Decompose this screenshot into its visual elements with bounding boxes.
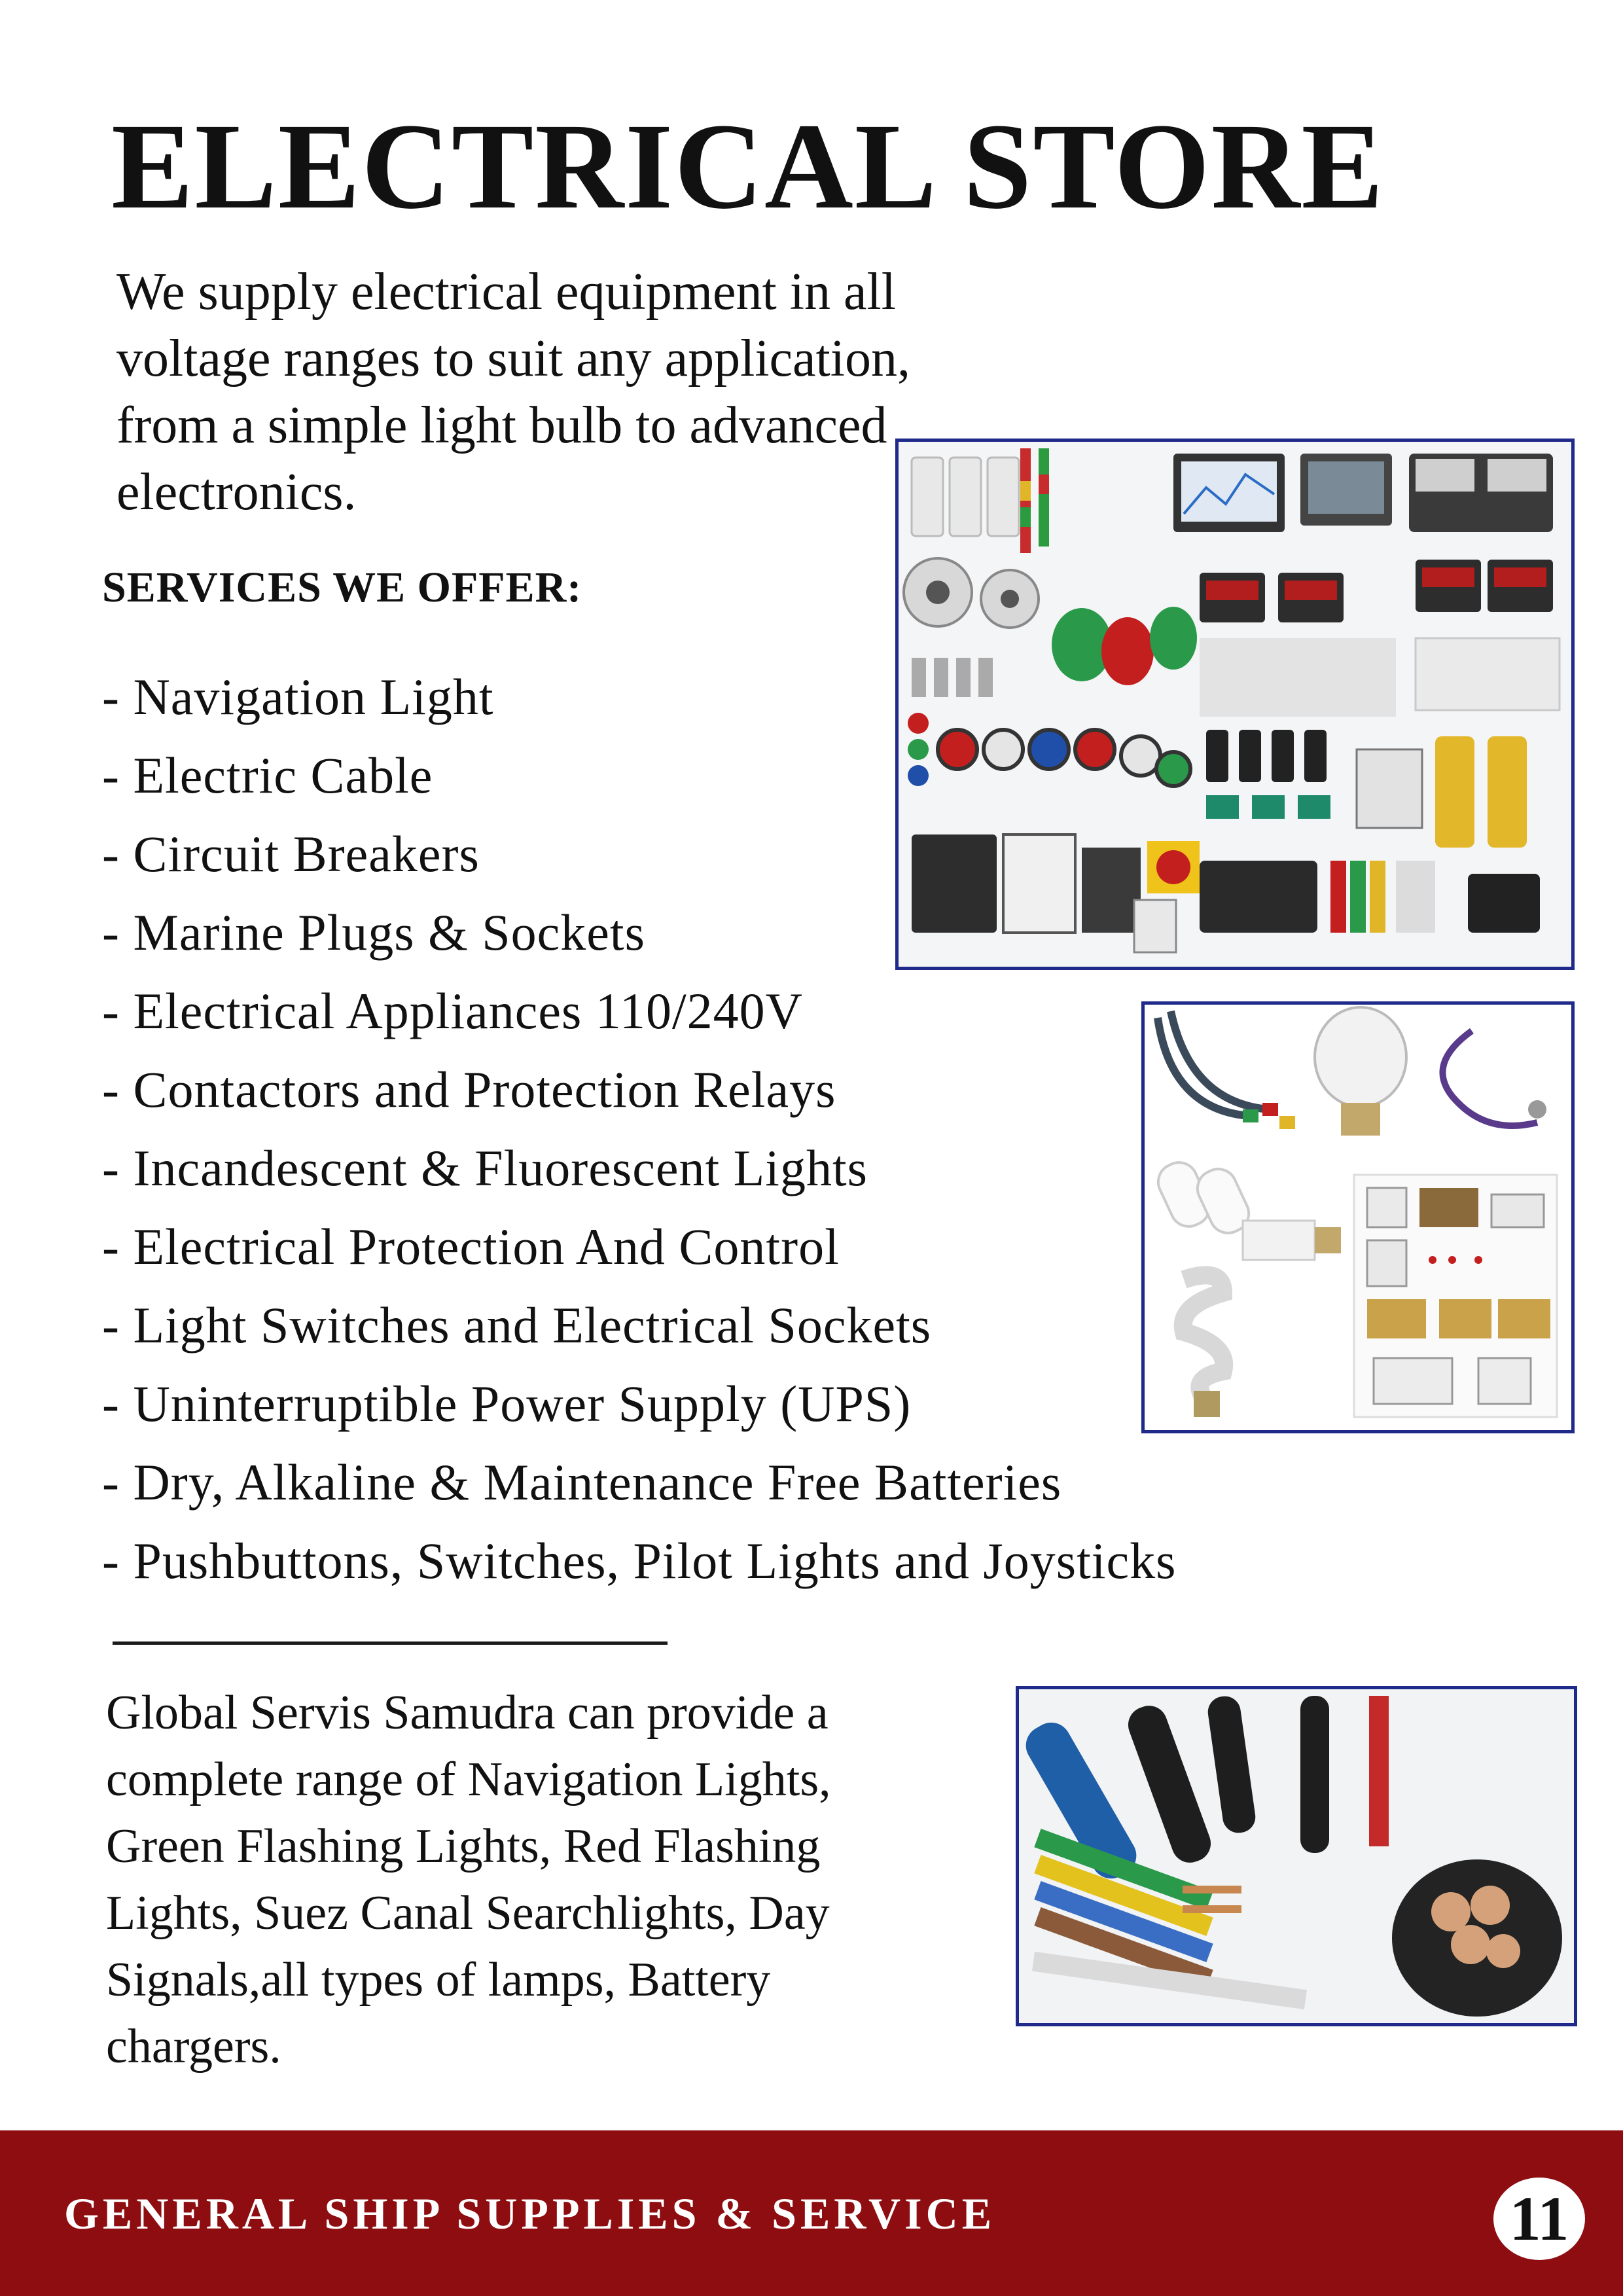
list-item: - Pushbuttons, Switches, Pilot Lights and Joysticks	[102, 1532, 1177, 1589]
list-item: - Contactors and Protection Relays	[102, 1061, 836, 1118]
list-item: - Circuit Breakers	[102, 825, 480, 882]
intro-paragraph: We supply electrical equipment in all voltage ranges to suit any application, from a simple light bulb to advanced electronics.	[116, 263, 911, 521]
list-item: - Electrical Appliances 110/240V	[102, 982, 803, 1039]
list-item: - Electric Cable	[102, 747, 433, 804]
page-number-badge: 11	[1493, 2178, 1585, 2260]
list-item: - Incandescent & Fluorescent Lights	[102, 1139, 868, 1196]
footer-text: GENERAL SHIP SUPPLIES & SERVICE	[64, 2189, 996, 2238]
list-item: - Navigation Light	[102, 668, 494, 725]
list-item: - Electrical Protection And Control	[102, 1218, 840, 1275]
list-item: - Marine Plugs & Sockets	[102, 904, 645, 961]
services-heading: SERVICES WE OFFER:	[102, 564, 582, 611]
list-item: - Uninterruptible Power Supply (UPS)	[102, 1375, 912, 1432]
summary-paragraph: Global Servis Samudra can provide a complete range of Navigation Lights, Green Flashing Lights, Red Flashing Lights, Suez Canal Searchlights, Day Signals,all types of lamps, Battery chargers.	[106, 1686, 831, 2073]
section-divider	[113, 1641, 668, 1645]
list-item: - Dry, Alkaline & Maintenance Free Batteries	[102, 1454, 1062, 1511]
electric-cables-photo	[1016, 1686, 1577, 2026]
bulbs-and-switches-photo	[1141, 1001, 1575, 1433]
footer-banner	[0, 2130, 1623, 2296]
electrical-components-photo	[895, 439, 1575, 970]
page-title: ELECTRICAL STORE	[111, 98, 1385, 234]
list-item: - Light Switches and Electrical Sockets	[102, 1297, 932, 1354]
